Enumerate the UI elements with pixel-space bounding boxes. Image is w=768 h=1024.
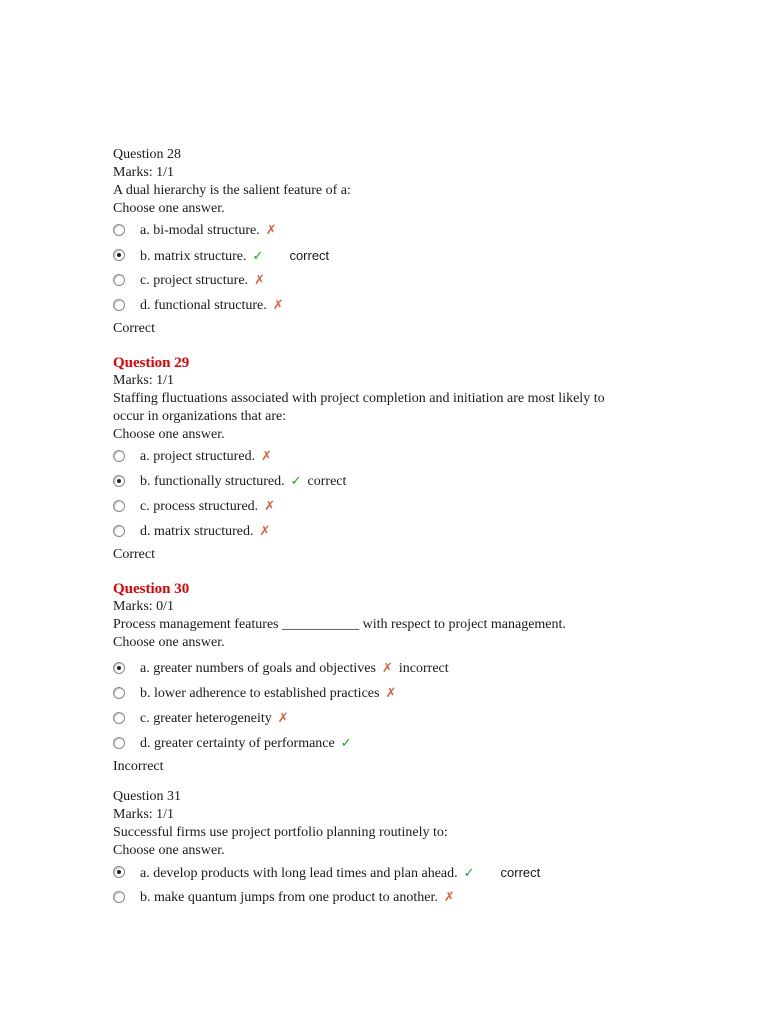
check-icon: ✓ [290,474,302,489]
option-c[interactable] [113,268,673,293]
cross-icon: ✗ [265,223,277,238]
radio-button[interactable] [113,274,125,286]
option-label: d. greater certainty of performance [140,736,335,751]
question-block-30 [113,580,673,777]
choose-instruction: Choose one answer. [113,843,225,858]
cross-icon: ✗ [381,661,393,676]
question-text: A dual hierarchy is the salient feature of a: [113,183,351,198]
answer-feedback: correct [289,248,330,263]
option-label: b. matrix structure. [140,249,247,264]
radio-button-selected[interactable] [113,662,125,674]
option-d[interactable] [113,293,673,318]
option-c[interactable] [113,706,673,731]
check-icon: ✓ [340,736,352,751]
cross-icon: ✗ [385,686,397,701]
question-marks: Marks: 1/1 [113,807,175,822]
radio-button[interactable] [113,712,125,724]
option-b[interactable] [113,469,673,494]
answer-feedback: correct [307,474,347,489]
question-text: Process management features ___________ with respect to project management. [113,617,566,632]
question-text: Staffing fluctuations associated with project completion and initiation are most likely to [113,391,605,406]
radio-button-selected[interactable] [113,475,125,487]
option-d[interactable] [113,519,673,544]
question-title: Question 30 [113,581,190,597]
answer-feedback: incorrect [398,661,449,676]
answer-feedback: correct [500,865,541,880]
radio-button[interactable] [113,737,125,749]
question-text: occur in organizations that are: [113,409,287,424]
choose-instruction: Choose one answer. [113,427,225,442]
option-label: a. project structured. [140,449,256,464]
check-icon: ✓ [463,866,475,881]
option-b[interactable] [113,681,673,706]
option-a[interactable] [113,218,673,243]
option-d[interactable] [113,731,673,756]
option-label: c. greater heterogeneity [140,711,272,726]
option-label: a. bi-modal structure. [140,223,260,238]
question-title: Question 31 [113,789,182,804]
cross-icon: ✗ [259,524,271,539]
option-c[interactable] [113,494,673,519]
option-label: d. functional structure. [140,298,267,313]
question-block-29 [113,354,673,565]
option-b[interactable] [113,243,673,268]
cross-icon: ✗ [277,711,289,726]
cross-icon: ✗ [261,449,272,464]
option-label: c. project structure. [140,273,249,288]
radio-button-selected[interactable] [113,249,125,261]
question-marks: Marks: 0/1 [113,599,175,614]
question-title: Question 29 [113,355,190,371]
choose-instruction: Choose one answer. [113,635,225,650]
result-text: Incorrect [113,759,164,774]
question-marks: Marks: 1/1 [113,373,175,388]
option-label: c. process structured. [140,499,259,514]
question-title: Question 28 [113,147,182,162]
option-b[interactable] [113,885,673,910]
radio-button[interactable] [113,687,125,699]
option-label: d. matrix structured. [140,524,254,539]
option-label: b. functionally structured. [140,474,285,489]
option-a[interactable] [113,860,673,885]
check-icon: ✓ [252,249,264,264]
radio-button[interactable] [113,450,125,462]
option-label: a. greater numbers of goals and objectives [140,661,376,676]
result-text: Correct [113,321,155,336]
option-label: b. lower adherence to established practices [140,686,380,701]
radio-button[interactable] [113,891,125,903]
question-block-28 [113,146,673,339]
radio-button[interactable] [113,299,125,311]
option-a[interactable] [113,444,673,469]
cross-icon: ✗ [443,890,455,905]
radio-button[interactable] [113,525,125,537]
question-text: Successful firms use project portfolio planning routinely to: [113,825,448,840]
choose-instruction: Choose one answer. [113,201,225,216]
option-label: b. make quantum jumps from one product to another. [140,890,438,905]
cross-icon: ✗ [254,273,265,288]
option-a[interactable] [113,656,673,681]
result-text: Correct [113,547,155,562]
cross-icon: ✗ [264,499,276,514]
question-marks: Marks: 1/1 [113,165,175,180]
radio-button[interactable] [113,500,125,512]
radio-button[interactable] [113,224,125,236]
question-block-31 [113,788,673,910]
radio-button-selected[interactable] [113,866,125,878]
option-label: a. develop products with long lead times and plan ahead. [140,866,458,881]
cross-icon: ✗ [272,298,284,313]
